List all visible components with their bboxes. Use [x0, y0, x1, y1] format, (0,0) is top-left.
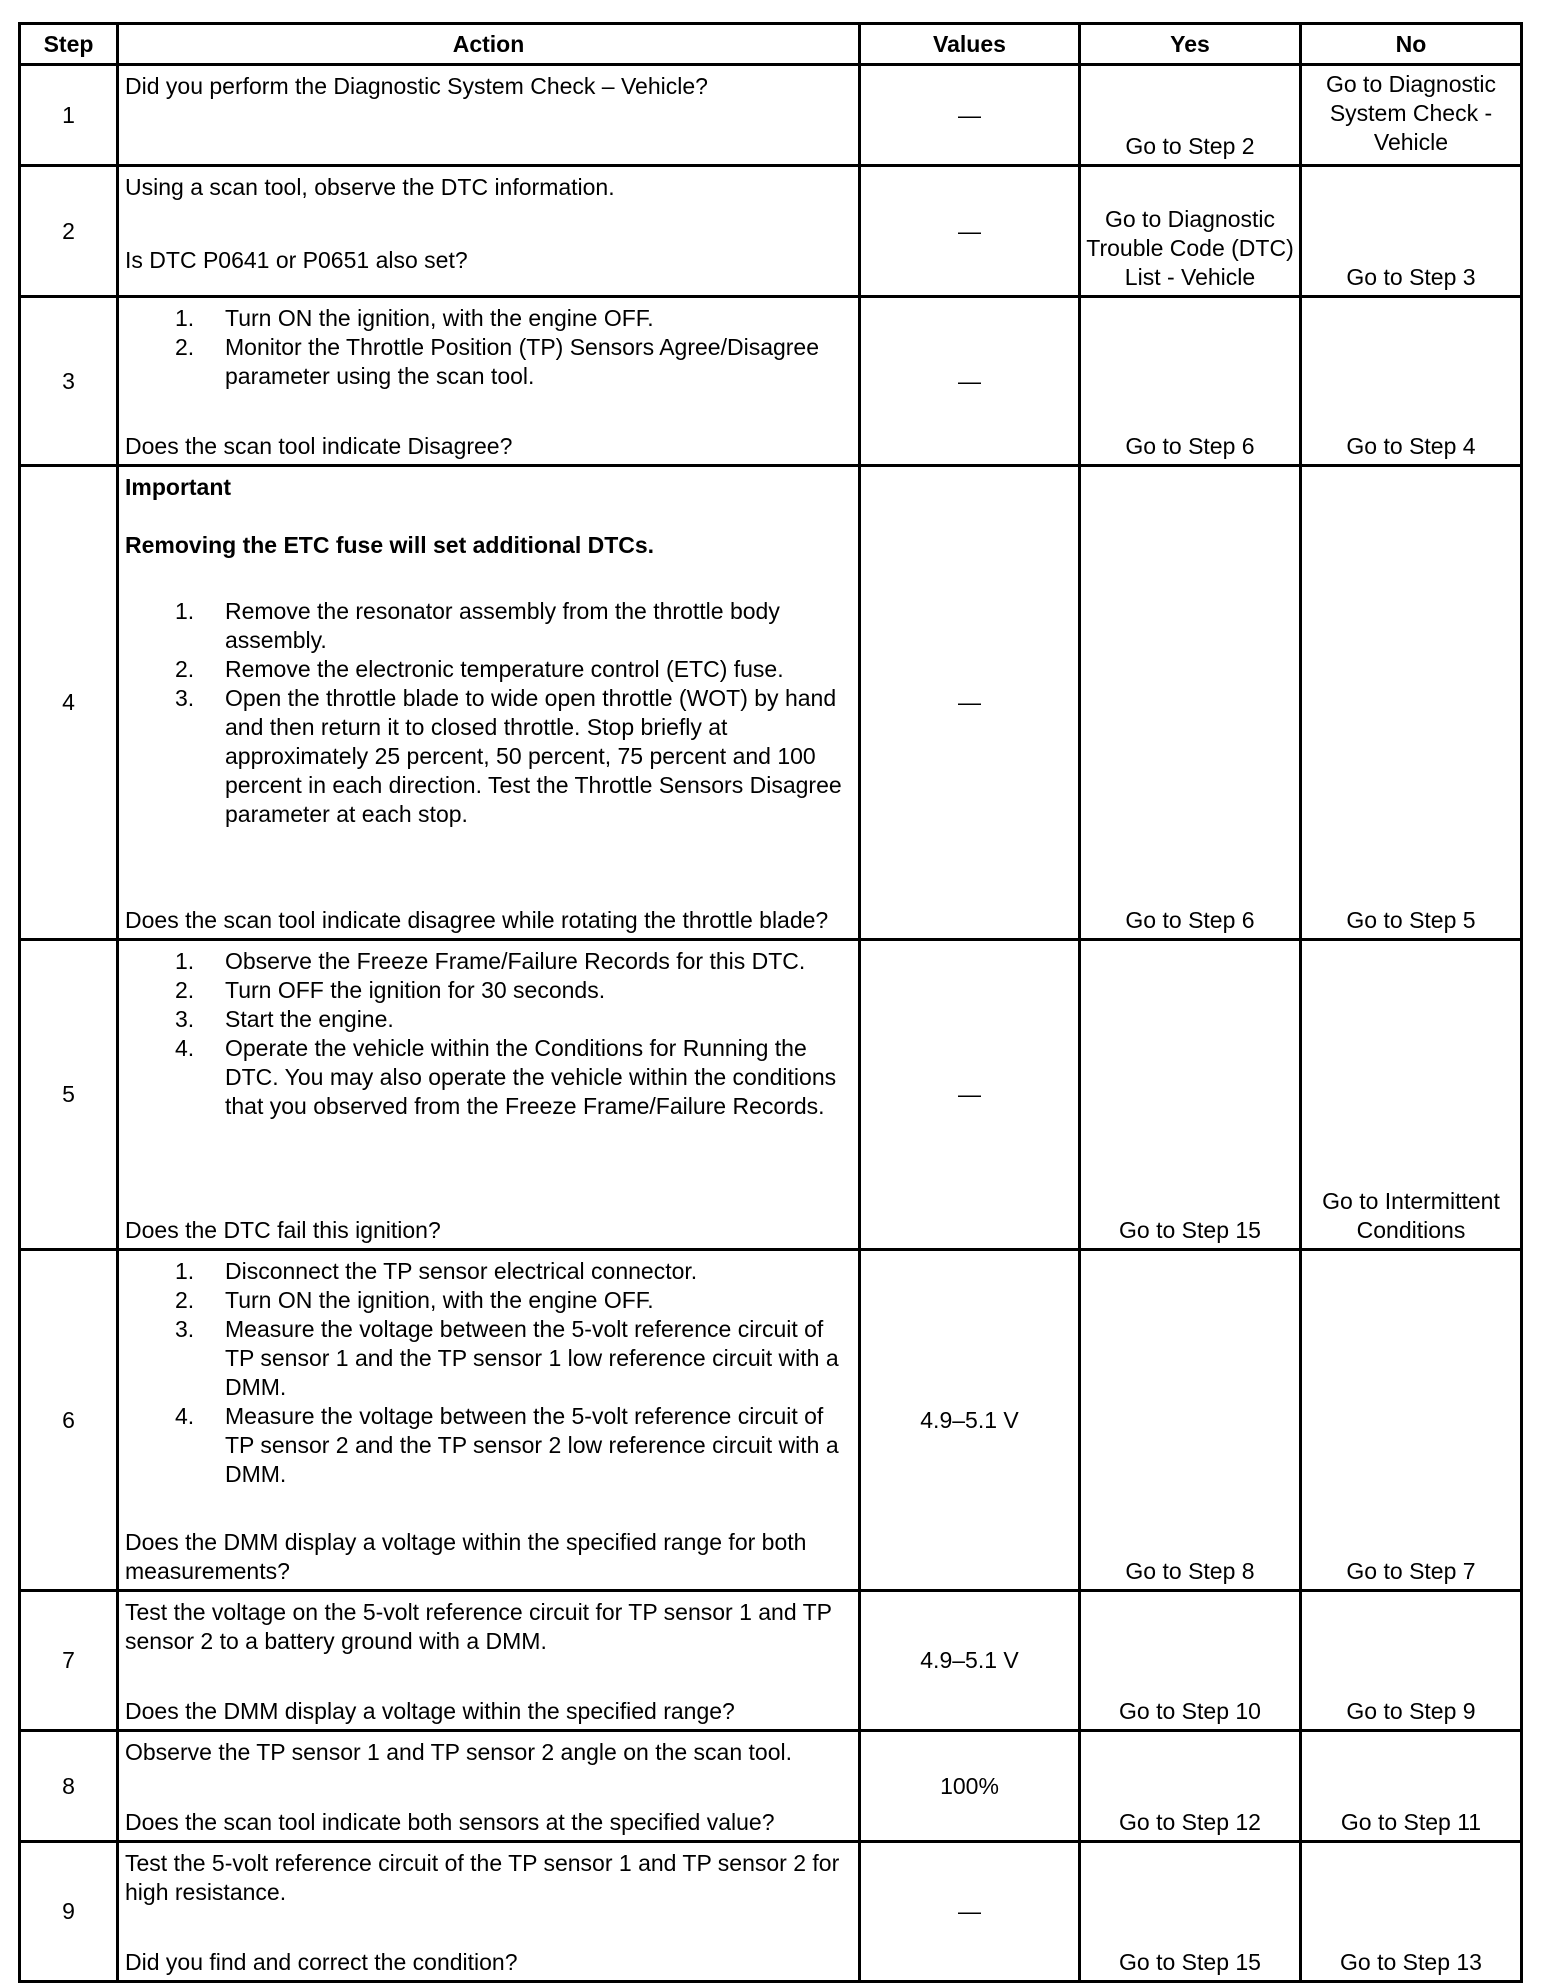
action-question: Does the DMM display a voltage within the specified range?: [125, 1698, 735, 1724]
yes-cell: [1080, 1591, 1301, 1731]
action-steps: [125, 597, 852, 829]
action-cell: [118, 1731, 860, 1842]
no-cell: [1301, 166, 1522, 297]
step-item: 1. Turn ON the ignition, with the engine OFF.: [175, 305, 654, 331]
step-item: 4. Measure the voltage between the 5-volt reference circuit of TP sensor 2 and the TP sensor 2 low reference circuit with a DMM.: [175, 1403, 839, 1487]
no-cell: [1301, 1250, 1522, 1591]
yes-text: Go to Step 15: [1119, 1949, 1261, 1975]
value-cell: 100%: [860, 1731, 1080, 1842]
value-cell: 4.9–5.1 V: [860, 1250, 1080, 1591]
value-cell: —: [860, 297, 1080, 466]
diagnostic-table: [18, 22, 1523, 1983]
action-question: Did you find and correct the condition?: [125, 1949, 518, 1975]
step-item: 2. Turn OFF the ignition for 30 seconds.: [175, 977, 606, 1003]
value-cell: —: [860, 466, 1080, 940]
step-item: 2. Remove the electronic temperature control (ETC) fuse.: [175, 656, 784, 682]
step-number: 7: [20, 1591, 118, 1731]
header-action: Action: [118, 24, 860, 65]
action-steps: [125, 947, 852, 1121]
yes-cell: [1080, 1250, 1301, 1591]
step-number: 9: [20, 1842, 118, 1982]
step-number: 6: [20, 1250, 118, 1591]
yes-cell: [1080, 940, 1301, 1250]
step-number: 5: [20, 940, 118, 1250]
no-cell: [1301, 1731, 1522, 1842]
step-item: 2. Monitor the Throttle Position (TP) Sensors Agree/Disagree parameter using the scan tool.: [175, 334, 820, 389]
action-question: Does the scan tool indicate Disagree?: [125, 433, 513, 459]
action-question: Does the scan tool indicate both sensors at the specified value?: [125, 1809, 775, 1835]
action-intro: Test the 5-volt reference circuit of the TP sensor 1 and TP sensor 2 for high resistance.: [125, 1850, 840, 1905]
step-item: 1. Observe the Freeze Frame/Failure Records for this DTC.: [175, 948, 806, 974]
step-number: 2: [20, 166, 118, 297]
action-intro: Observe the TP sensor 1 and TP sensor 2 angle on the scan tool.: [125, 1739, 792, 1765]
no-text: Go to Step 4: [1346, 433, 1476, 459]
important-label: Important: [125, 474, 232, 500]
table-row: [20, 166, 1522, 297]
no-cell: [1301, 940, 1522, 1250]
value-cell: 4.9–5.1 V: [860, 1591, 1080, 1731]
table-row: [20, 1250, 1522, 1591]
action-cell: [118, 466, 860, 940]
action-cell: [118, 166, 860, 297]
step-item: 3. Start the engine.: [175, 1006, 394, 1032]
no-cell: [1301, 1591, 1522, 1731]
step-item: 4. Operate the vehicle within the Conditions for Running the DTC. You may also operate the vehicle within the conditions that you observed from the Freeze Frame/Failure Records.: [175, 1035, 837, 1119]
step-item: 3. Measure the voltage between the 5-volt reference circuit of TP sensor 1 and the TP sensor 1 low reference circuit with a DMM.: [175, 1316, 839, 1400]
action-cell: [118, 297, 860, 466]
yes-cell: [1080, 166, 1301, 297]
table-row: [20, 65, 1522, 166]
header-yes: Yes: [1080, 24, 1301, 65]
yes-text: Go to Step 8: [1125, 1558, 1255, 1584]
action-question: Does the scan tool indicate disagree while rotating the throttle blade?: [125, 907, 829, 933]
yes-text: Go to Step 2: [1125, 133, 1255, 159]
action-intro: Test the voltage on the 5-volt reference circuit for TP sensor 1 and TP sensor 2 to a battery ground with a DMM.: [125, 1599, 832, 1654]
action-question: Is DTC P0641 or P0651 also set?: [125, 247, 468, 273]
header-row: [20, 24, 1522, 65]
step-number: 4: [20, 466, 118, 940]
action-intro: Did you perform the Diagnostic System Check – Vehicle?: [125, 73, 708, 99]
no-cell: [1301, 297, 1522, 466]
yes-text: Go to Step 12: [1119, 1809, 1261, 1835]
yes-cell: [1080, 1731, 1301, 1842]
no-text: Go to Step 9: [1346, 1698, 1476, 1724]
action-question: Does the DMM display a voltage within the specified range for both measurements?: [125, 1529, 807, 1584]
no-cell: [1301, 1842, 1522, 1982]
table-row: [20, 466, 1522, 940]
header-step: Step: [20, 24, 118, 65]
step-item: 1. Remove the resonator assembly from the throttle body assembly.: [175, 598, 780, 653]
yes-cell: [1080, 466, 1301, 940]
important-note: Removing the ETC fuse will set additional DTCs.: [125, 532, 655, 558]
value-cell: —: [860, 940, 1080, 1250]
table-row: [20, 1731, 1522, 1842]
action-steps: [125, 1257, 852, 1489]
yes-cell: [1080, 1842, 1301, 1982]
action-cell: [118, 1250, 860, 1591]
table-row: [20, 940, 1522, 1250]
value-cell: —: [860, 1842, 1080, 1982]
no-text: Go to Intermittent Conditions: [1322, 1188, 1500, 1243]
yes-text: Go to Step 15: [1119, 1217, 1261, 1243]
yes-cell: [1080, 297, 1301, 466]
action-cell: [118, 1591, 860, 1731]
yes-cell: [1080, 65, 1301, 166]
action-cell: [118, 65, 860, 166]
step-number: 3: [20, 297, 118, 466]
action-cell: [118, 940, 860, 1250]
yes-text: Go to Step 10: [1119, 1698, 1261, 1724]
table-row: [20, 1842, 1522, 1982]
no-text: Go to Step 13: [1340, 1949, 1482, 1975]
table-row: [20, 297, 1522, 466]
action-steps: [125, 304, 852, 391]
action-question: Does the DTC fail this ignition?: [125, 1217, 441, 1243]
no-text: Go to Step 5: [1346, 907, 1476, 933]
step-number: 1: [20, 65, 118, 166]
action-cell: [118, 1842, 860, 1982]
step-item: 2. Turn ON the ignition, with the engine OFF.: [175, 1287, 654, 1313]
no-text: Go to Step 3: [1346, 264, 1476, 290]
yes-text: Go to Diagnostic Trouble Code (DTC) List - Vehicle: [1086, 206, 1294, 290]
value-cell: —: [860, 166, 1080, 297]
value-cell: —: [860, 65, 1080, 166]
step-item: 3. Open the throttle blade to wide open throttle (WOT) by hand and then return it to closed throttle. Stop briefly at approximately 25 percent, 50 percent, 75 percent and 100 percent in each direction. Test the Throttle Sensors Disagree parameter at each stop.: [175, 685, 842, 827]
action-intro: Using a scan tool, observe the DTC information.: [125, 174, 615, 200]
header-values: Values: [860, 24, 1080, 65]
no-cell: [1301, 65, 1522, 166]
step-number: 8: [20, 1731, 118, 1842]
step-item: 1. Disconnect the TP sensor electrical connector.: [175, 1258, 698, 1284]
no-text: Go to Diagnostic System Check - Vehicle: [1325, 71, 1497, 155]
yes-text: Go to Step 6: [1125, 907, 1255, 933]
yes-text: Go to Step 6: [1125, 433, 1255, 459]
no-text: Go to Step 7: [1346, 1558, 1476, 1584]
no-cell: [1301, 466, 1522, 940]
header-no: No: [1301, 24, 1522, 65]
no-text: Go to Step 11: [1340, 1809, 1482, 1835]
table-row: [20, 1591, 1522, 1731]
